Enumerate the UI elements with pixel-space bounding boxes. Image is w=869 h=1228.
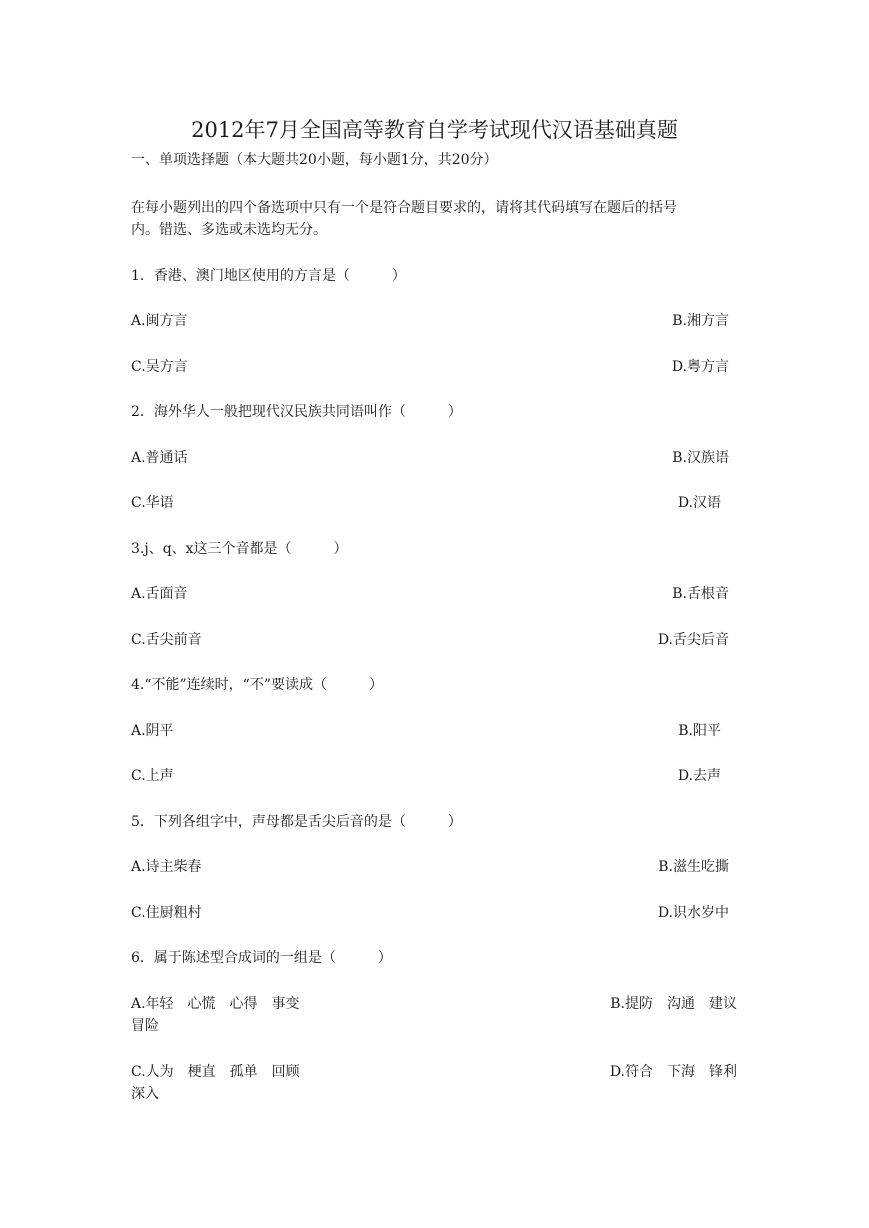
option-b: B.滋生吃撕 [658,859,729,875]
option-b: B.舌根音 [672,586,729,602]
page-title: 2012年7月全国高等教育自学考试现代汉语基础真题 [191,118,678,142]
option-c: C.吴方言 [131,359,188,375]
instructions-line-1: 在每小题列出的四个备选项中只有一个是符合题目要求的，请将其代码填写在题后的括号 [131,200,677,216]
option-b: B.提防 沟通 建议 [610,996,737,1012]
option-a: A.普通话 [131,450,188,466]
option-b: B.阳平 [678,723,721,739]
option-d: D.粤方言 [671,359,729,375]
option-a: A.舌面音 [131,586,188,602]
question-stem: 4.“不能”连续时，“不”要读成（ ） [131,677,383,693]
option-c: C.住厨粗村 [131,905,202,921]
option-c: C.上声 [131,768,174,784]
option-d: D.识水岁中 [657,905,729,921]
question-stem: 1．香港、澳门地区使用的方言是（ ） [131,268,406,284]
option-c: C.华语 [131,495,174,511]
instructions-line-2: 内。错选、多选或未选均无分。 [131,222,327,238]
option-b: B.湘方言 [672,313,729,329]
question-stem: 6．属于陈述型合成词的一组是（ ） [131,950,392,966]
question-stem: 5．下列各组字中，声母都是舌尖后音的是（ ） [131,814,462,830]
option-d: D.汉语 [677,495,721,511]
section-heading: 一、单项选择题（本大题共20小题，每小题1分，共20分） [131,152,498,168]
option-d: D.符合 下海 锋利 [609,1064,737,1080]
question-stem: 3.j、q、x这三个音都是（ ） [131,541,348,557]
question-stem: 2．海外华人一般把现代汉民族共同语叫作（ ） [131,404,462,420]
option-d: D.去声 [677,768,721,784]
option-c: C.舌尖前音 [131,632,202,648]
option-a: A.年轻 心慌 心得 事变 [131,996,300,1012]
option-a: A.诗主柴春 [131,859,202,875]
option-d: D.舌尖后音 [657,632,729,648]
option-b-continuation: 冒险 [131,1018,159,1034]
option-a: A.阴平 [131,723,174,739]
option-b: B.汉族语 [672,450,729,466]
option-a: A.闽方言 [131,313,188,329]
option-c: C.人为 梗直 孤单 回顾 [131,1064,300,1080]
option-d-continuation: 深入 [131,1086,159,1102]
